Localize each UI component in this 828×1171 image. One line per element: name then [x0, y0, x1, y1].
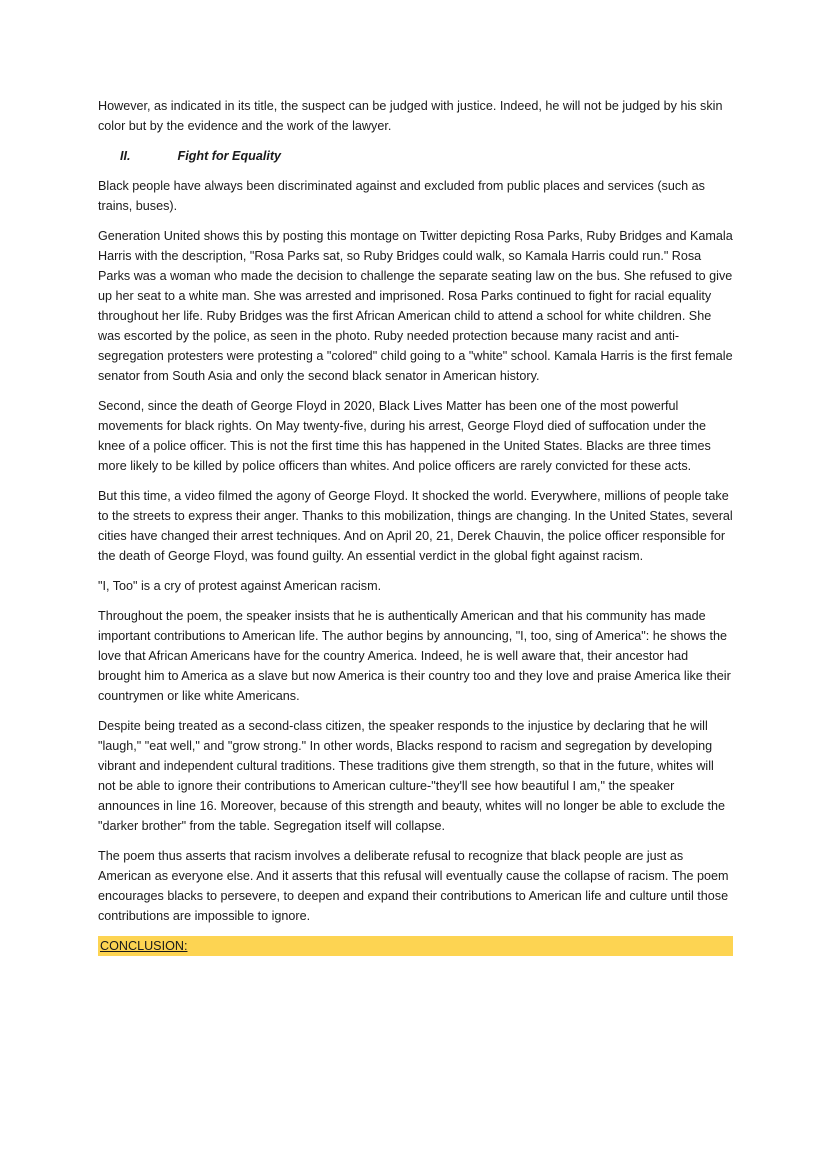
body-paragraph-i-too: "I, Too" is a cry of protest against American racism. [98, 579, 382, 593]
body-paragraph-generation-united: Generation United shows this by posting this montage on Twitter depicting Rosa Parks, Ruby Bridges and Kamala Harris with the description, "Rosa Parks sat, so Ruby Bridges could walk, so Kamala Harris could run." Rosa Parks was a woman who made the decision to challenge the separate seating law on the bus. She refused to give up her seat to a white man. She was arrested and imprisoned. Rosa Parks continued to fight for racial equality throughout her life. Ruby Bridges was the first African American child to attend a school for white children. She was escorted by the police, as seen in the photo. Ruby needed protection because many racist and anti-segregation protesters were protesting a "colored" child going to a "white" school. Kamala Harris is the first female senator from South Asia and only the second black senator in American history. [98, 229, 733, 383]
section-heading [98, 146, 733, 166]
conclusion-label: CONCLUSION: [100, 939, 188, 953]
body-paragraph-video: But this time, a video filmed the agony of George Floyd. It shocked the world. Everywhere, millions of people take to the streets to express their anger. Thanks to this mobilization, things are changing. In the United States, several cities have changed their arrest techniques. And on April 20, 21, Derek Chauvin, the police officer responsible for the death of George Floyd, was found guilty. An essential verdict in the global fight against racism. [98, 489, 733, 563]
body-paragraph-poem-asserts: The poem thus asserts that racism involves a deliberate refusal to recognize that black people are just as American as everyone else. And it asserts that this refusal will eventually cause the collapse of racism. The poem encourages blacks to persevere, to deepen and expand their contributions to American life and culture until those contributions are impossible to ignore. [98, 849, 729, 923]
conclusion-heading [98, 936, 733, 956]
section-number: II. [120, 149, 131, 163]
body-paragraph-poem-speaker: Throughout the poem, the speaker insists that he is authentically American and that his community has made important contributions to American life. The author begins by announcing, "I, too, sing of America": he shows the love that African Americans have for the country America. Indeed, he is well aware that, their ancestor had brought him to America as a slave but now America is their country too and they love and praise America like their countrymen or like white Americans. [98, 609, 731, 703]
body-paragraph-second-class: Despite being treated as a second-class citizen, the speaker responds to the injustice by declaring that he will "laugh," "eat well," and "grow strong." In other words, Blacks respond to racism and segregation by developing vibrant and independent cultural traditions. These traditions give them strength, so that in the future, whites will not be able to ignore their contributions to American culture-"they'll see how beautiful I am," the speaker announces in line 16. Moreover, because of this strength and beauty, whites will no longer be able to exclude the "darker brother" from the table. Segregation itself will collapse. [98, 719, 726, 833]
section-title: Fight for Equality [177, 149, 282, 163]
body-paragraph-discrimination: Black people have always been discriminated against and excluded from public places and services (such as trains, buses). [98, 179, 705, 213]
intro-paragraph: However, as indicated in its title, the suspect can be judged with justice. Indeed, he will not be judged by his skin color but by the evidence and the work of the lawyer. [98, 99, 723, 133]
document-page [98, 96, 733, 956]
body-paragraph-george-floyd: Second, since the death of George Floyd in 2020, Black Lives Matter has been one of the most powerful movements for black rights. On May twenty-five, during his arrest, George Floyd died of suffocation under the knee of a police officer. This is not the first time this has happened in the United States. Blacks are three times more likely to be killed by police officers than whites. And police officers are rarely convicted for these acts. [98, 399, 711, 473]
